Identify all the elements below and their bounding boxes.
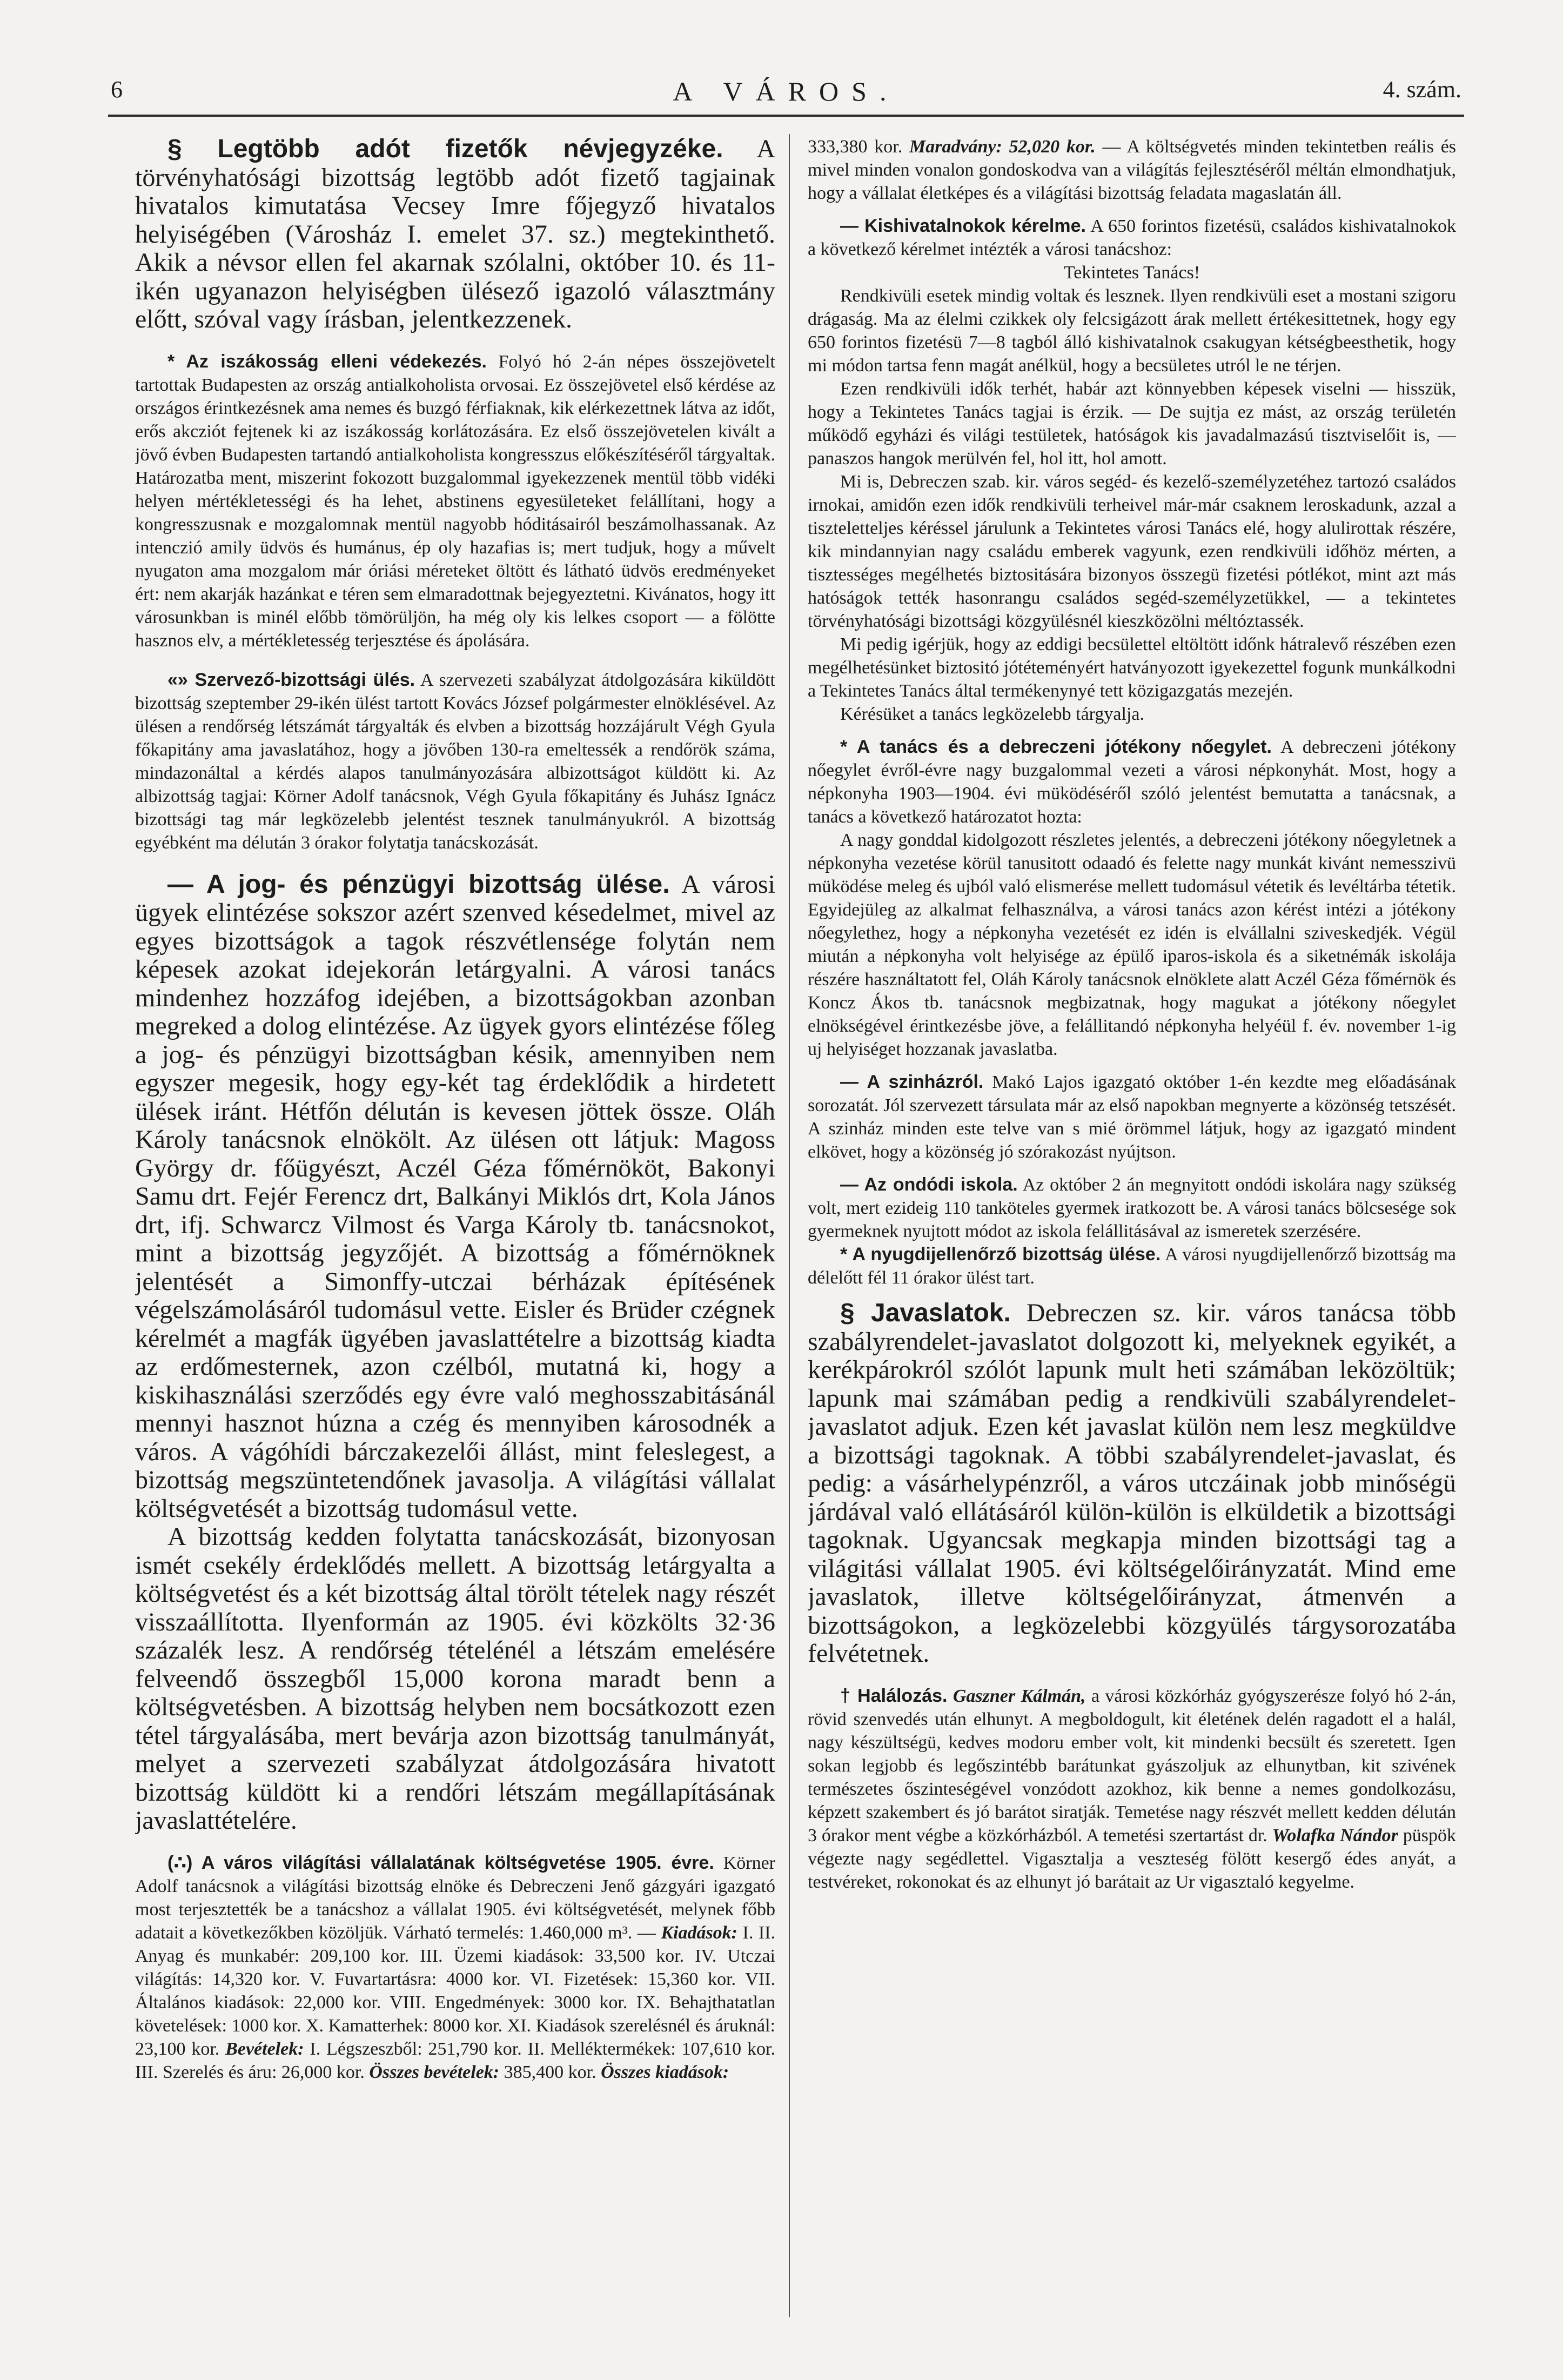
ossz-kiadasok-label: Összes kiadások: (601, 2062, 729, 2082)
article-szinhaz (808, 1071, 1456, 1164)
letter-paragraph: Mi is, Debreczen szab. kir. város segéd- és kezelő-személyzetéhez tartozó családos irnokai, amidőn ezen idők rendkivüli terheivel már-már csaknem leroskadunk, azzal a tiszteletteljes kéréssel járulunk a Tekintetes városi Tanács elé, hogy alulirottak részére, kik mindannyian nagy családu emberek vagyunk, ezen rendkivüli időhöz mérten, a tisztességes megélhetés biztositására bizonyos összegü fizetési pótlékot, mint azt más hatóságok tették hasonrangu családos segéd-személyzetükkel, — a tekintetes törvényhatósági bizottsági közgyülésnél kieszközölni méltóztassék. (808, 472, 1456, 631)
article-body: A debreczeni jótékony nőegylet évről-évre nagy buzgalommal vezeti a városi népkonyhát. Most, hogy a népkonyha 1903—1904. évi müködéséről szóló jelentést bemutatta a tanácsnak, a tanács a következő határozatot hozta: (808, 737, 1456, 827)
column-divider (789, 134, 790, 2317)
article-body-end: püspök végezte nagy segédlettel. Vigasztalja a veszteség fölött kesergő édes anyát, a testvéreket, rokonokat és az elhunyt jó barátait az Ur vigasztaló kegyelme. (808, 1825, 1456, 1892)
article-heading: — Az ondódi iskola. (840, 1174, 1018, 1195)
letter-closing: Kérésüket a tanács legközelebb tárgyalja. (840, 704, 1144, 724)
continued-body: — A költségvetés minden tekintetben reális és mivel minden vonalon gondoskodva van a világítás fejlesztéséről méltán elmondhatjuk, hogy a vállalat életképes és a világítási bizottság feladata magaslatán áll. (808, 137, 1456, 203)
article-vilagitas (135, 1851, 775, 2084)
bevetelek-list: I. Légszeszből: 251,790 kor. II. Melléktermékek: 107,610 kor. III. Szerelés és áru: 26,000 kor. (135, 2038, 775, 2082)
article-heading: § Javaslatok. (840, 1299, 1011, 1327)
article-heading: § Legtöbb adót fizetők névjegyzéke. (167, 135, 723, 163)
maradvany-label: Maradvány: 52,020 kor. (909, 137, 1096, 157)
ossz-bevetelek-label: Összes bevételek: (369, 2062, 500, 2082)
article-body: a városi közkórház gyógyszerésze folyó hó 2-án, rövid szenvedés után elhunyt. A megboldogult, kit életének delén ragadott el a halál, nagy készültségü, kedves modoru ember volt, kit mindenki becsült és szeretett. Igen sokan legjobb és legőszintébb barátunkat gyászoljuk az elhunytban, kit szivének természetes őszinteségével vonzódott azokhoz, kik benne a nemes gondolkozásu, képzett szakembert és jó barátot siratják. Temetése nagy részvét mellett kedden délután 3 órakor ment végbe a közkórházból. A temetési szertartást dr. (808, 1686, 1456, 1846)
article-nevjegyzek (135, 135, 775, 334)
letter-paragraph: Rendkivüli esetek mindig voltak és lesznek. Ilyen rendkivüli eset a mostani szigoru drágaság. Ma az élelmi czikkek oly felcsigázott árak mellett értékesittetnek, hogy egy 650 forintos fizetésü 7—8 tagból álló kishivatalnok csakugyan kétségbeesthetik, hogy mi módon tartsa fenn magát anélkül, hogy a becsületes utról le ne térjen. (808, 286, 1456, 376)
priest-name: Wolafka Nándor (1272, 1825, 1398, 1846)
article-body: Az október 2 án megnyitott ondódi iskolára nagy szükség volt, mert ezideig 110 tanköteles gyermek iratkozott be. A városi tanács bölcsesége sok gyermeknek nyujtott módot az iskola felállitásával az ismeretek szerzésére. (808, 1175, 1456, 1241)
article-jog (135, 871, 775, 1523)
article-heading: — A jog- és pénzügyi bizottság ülése. (167, 870, 670, 899)
article-heading: * Az iszákosság elleni védekezés. (167, 351, 487, 372)
page-number: 6 (111, 76, 123, 103)
article-nonegylet (808, 736, 1456, 828)
article-heading: * A tanács és a debreczeni jótékony nőegylet. (840, 737, 1272, 757)
article-javaslatok (808, 1299, 1456, 1668)
article-kishivatal (808, 215, 1456, 261)
article-nonegylet-resolution: A nagy gonddal kidolgozott részletes jelentés, a debreczeni jótékony nőegyletnek a népkonyha vezetése körül tanusitott odaadó és felette nagy munkát kivánt nemesszivü müködése meleg és ujból való elismerése mellett tudomásul vétetik és levéltárba tétetik. Egyidejüleg az alkalmat felhasználva, a városi tanács azon kérést intézi a jótékony nőegylethez, hogy a népkonyha vezetését ez idén is elvállalni sziveskedjék. Végül miután a népkonyha volt helyisége az épülő iparos-iskola és a siketnémák iskolája részére használtatott fel, Oláh Károly tanácsnok elnöklete alatt Aczél Géza főmérnök és Koncz Ákos tb. tanácsnok megbizatnak, hogy magukat a jótékony nőegylet elnökségével érintkezésbe jöve, a felállitandó népkonyha helyéül f. év. november 1-ig uj helyiséget hozzanak javaslatba. (808, 830, 1456, 1059)
article-heading: «» Szervező-bizottsági ülés. (167, 669, 415, 690)
article-heading: — A szinházról. (840, 1072, 984, 1092)
article-szervezo (135, 668, 775, 854)
article-body: Debreczen sz. kir. város tanácsa több szabályrendelet-javaslatot dolgozott ki, melyeknek egyikét, a kerékpárokról szólót lapunk mult heti számában leközöltük; lapunk mai számában pedig a rendkivüli szabályrendelet-javaslatot adjuk. Ezen két javaslat külön nem lesz megküldve a bizottsági tagoknak. A többi szabályrendelet-javaslat, és pedig: a vásárhelypénzről, a város utczáinak jobb minőségü járdával való ellátásáról külön-külön is elküldetik a bizottsági tagoknak. Ugyancsak megkapja minden bizottsági tag a világitási vállalat 1905. évi költségelőirányzatát. Mind eme javaslatok, illetve költségelőirányzat, átmenvén a bizottságokon, a legközelebbi közgyülés tárgysorozatába felvétetnek. (808, 1299, 1456, 1668)
article-halalozas (808, 1684, 1456, 1894)
left-column (135, 135, 775, 2084)
article-body: A 650 forintos fizetésü, családos kishivatalnokok a következő kérelmet intézték a városi tanácshoz: (808, 216, 1456, 259)
letter-salutation: Tekintetes Tanács! (1063, 263, 1200, 283)
article-body: A városi ügyek elintézése sokszor azért szenved késedelmet, mivel az egyes bizottságok a tagok részvétlensége folytán nem képesek azokat idejekorán letárgyalni. A városi tanács mindenhez hozzáfog idejében, a bizottságokban azonban megreked a dolog elintézése. Az ügyek gyors elintézése főleg a jog- és pénzügyi bizottságban késik, amennyiben nem egyszer megesik, hogy egy-két tag érdeklődik a hirdetett ülések iránt. Hétfőn délután is kevesen jöttek össze. Oláh Károly tanácsnok elnökölt. Az ülésen ott látjuk: Magoss György dr. főügyészt, Aczél Géza főmérnököt, Bakonyi Samu drt. Fejér Ferencz drt, Balkányi Miklós drt, Kola János drt, ifj. Schwarcz Vilmost és Varga Károly tb. tanácsnokot, mint a bizottság jegyzőjét. A bizottság a főmérnöknek jelentését a Simonffy-utczai bérházak építésének végelszámolásáról tudomásul vette. Eisler és Brüder czégnek kérelmét a magfák ügyében javaslattételre a bizottság kiadta az erdőmesternek, azon czélból, mutatná ki, hogy a kiskihasználási szerződés egy évre való meghosszabitásánál mennyi hasznot húzna a czég és mennyiben károsodnék a város. A vágóhídi bárczakezelői állást, mint feleslegest, a bizottság megszüntetendőnek javasolja. A világítási vállalat költségvetését a bizottság tudomásul vette. (135, 870, 775, 1523)
article-body: Makó Lajos igazgató október 1-én kezdte meg előadásának sorozatát. Jól szervezett társulata már az első napokban megnyerte a közönség tetszését. A szinház minden este telve van s mié örömmel látjuk, hogy az igazgató mindent elkövet, hogy a közönség jó szórakozást nyújtson. (808, 1072, 1456, 1162)
article-nyugdij (808, 1243, 1456, 1289)
kiadasok-list: I. II. Anyag és munkabér: 209,100 kor. III. Üzemi kiadások: 33,500 kor. IV. Utczai világítás: 14,320 kor. V. Fuvartartásra: 4000 kor. VI. Fizetések: 15,360 kor. VII. Általános kiadások: 22,000 kor. VIII. Engedmények: 3000 kor. IX. Behajthatatlan követelések: 1000 kor. X. Kamatterhek: 8000 kor. XI. Kiadások szerelésnél és áruknál: 23,100 kor. (135, 1922, 775, 2059)
article-vilagitas-continued (808, 135, 1456, 205)
right-column (808, 135, 1456, 1894)
newspaper-title: A VÁROS. (673, 76, 900, 106)
article-heading: (∴) A város világítási vállalatának költségvetése 1905. évre. (167, 1852, 714, 1873)
ossz-bevetelek-value: 385,400 kor. (504, 2062, 596, 2082)
header-rule (108, 115, 1464, 117)
article-body: Körner Adolf tanácsnok a világítási bizottság elnöke és Debreczeni Jenő gázgyári igazgató most terjesztették be a tanácshoz a vállalat 1905. évi költségvetését, melynek főbb adatait a következőkben közöljük. Várható termelés: 1.460,000 m³. — (135, 1853, 775, 1943)
letter-paragraph: Mi pedig igérjük, hogy az eddigi becsülettel eltöltött időnk hátralevő részében ezen megélhetésünket biztositó jótéteményért hatványozott igyekezettel fogunk munkálkodni a Tekintetes Tanács által termékenynyé tett közigazgatás mezején. (808, 634, 1456, 701)
article-body: Folyó hó 2-án népes összejövetelt tartottak Budapesten az ország antialkoholista orvosai. Ez összejövetel első kérdése az országos érintkezésnek ama nemes és buzgó férfiaknak, kik elérkezettnek látva az időt, erős akcziót fejtenek ki az iszákosság korlátozására. Ez első összejövetelen kivált a jövő évben Budapesten tartandó antialkoholista kongresszus előkészítéséről tárgyaltak. Határozatba ment, miszerint fokozott buzgalommal igyekezzenek mentül több vidéki helyen mértékletességi és ha lehet, abstinens egyesületeket felállítani, hogy a kongresszusnak e mozgalomnak mentül nagyobb hóditásairól beszámolhassanak. Az intenczió amily üdvös és humánus, ép oly hazafias is; mert tudjuk, hogy a művelt nyugaton ama mozgalom már óriási méreteket öltött és látható üdvös eredményeket ért: nem akarják hazánkat e téren sem elmaradottnak bejegyeztetni. Kivánatos, hogy itt városunkban is minél előbb tömörüljön, ha még oly kis lelkes csoport — a fölötte hasznos elv, a mértékletesség terjesztése és ápolására. (135, 351, 775, 651)
article-body: A városi nyugdijellenőrző bizottság ma délelőtt fél 11 órakor ülést tart. (808, 1245, 1456, 1288)
article-iszakossag (135, 350, 775, 652)
article-heading: — Kishivatalnokok kérelme. (840, 216, 1086, 236)
article-jog-continued: A bizottság kedden folytatta tanácskozását, bizonyosan ismét csekély érdeklődés mellett. A bizottság letárgyalta a költségvetést és a két bizottság által törölt tételek nagy részét visszaállította. Ilyenformán az 1905. évi közkölts 32·36 százalék lesz. A rendőrség tételénél a létszám emelésére felveendő összegből 15,000 korona maradt benn a költségvetésben. A bizottság helyben nem bocsátkozott ezen tétel tárgyalásába, mert bevárja azon bizottság tanulmányát, melyet a szervezeti szabályzat átdolgozására hivatott bizottság küldött ki a rendőri létszám megállapításának javaslattételére. (135, 1522, 775, 1835)
page-header (111, 76, 1461, 108)
article-heading: † Halálozás. (840, 1685, 948, 1706)
bevetelek-label: Bevételek: (225, 2038, 304, 2059)
article-heading: * A nyugdijellenőrző bizottság ülése. (840, 1244, 1161, 1265)
issue-number: 4. szám. (1383, 76, 1461, 103)
article-ondodi (808, 1173, 1456, 1243)
kiadasok-label: Kiadások: (661, 1922, 738, 1943)
article-body: A szervezeti szabályzat átdolgozására kiküldött bizottság szeptember 29-ikén ülést tartott Kovács József polgármester elnöklésével. Az ülésen a rendőrség létszámát tárgyalták és elvben a bizottság hozzájárult Végh Gyula főkapitány ama javaslatához, hogy a jövőben 130-ra emeltessék a rendőrök száma, mindazonáltal a kérdés alapos tanulmányozására albizottságot küldött ki. Az albizottság tagjai: Körner Adolf tanácsnok, Végh Gyula főkapitány és Juhász Ignácz bizottsági tag már legközelebb jelentést tesznek tanulmányukról. A bizottság egyébként ma délután 3 órakor folytatja tanácskozását. (135, 670, 775, 853)
ossz-kiadasok-value: 333,380 kor. (808, 137, 903, 157)
article-body: A törvényhatósági bizottság legtöbb adót fizető tagjainak hivatalos kimutatása Vecsey Imre főjegyző hivatalos helyiségében (Városház I. emelet 37. sz.) megtekinthető. Akik a névsor ellen fel akarnak szólalni, október 10. és 11-ikén ugyanazon helyiségben ülésező igazoló választmány előtt, szóval vagy írásban, jelentkezzenek. (135, 135, 775, 333)
deceased-name: Gaszner Kálmán, (952, 1686, 1086, 1706)
letter-paragraph: Ezen rendkivüli idők terhét, habár azt könnyebben képesek viselni — hisszük, hogy a Tekintetes Tanács tagjai is érzik. — De sujtja ez mást, az ország területén működő egyházi és világi testületek, hatóságok kis javadalmazású tisztviselőit is, — panaszos hangok merülvén fel, hol itt, hol amott. (808, 379, 1456, 469)
